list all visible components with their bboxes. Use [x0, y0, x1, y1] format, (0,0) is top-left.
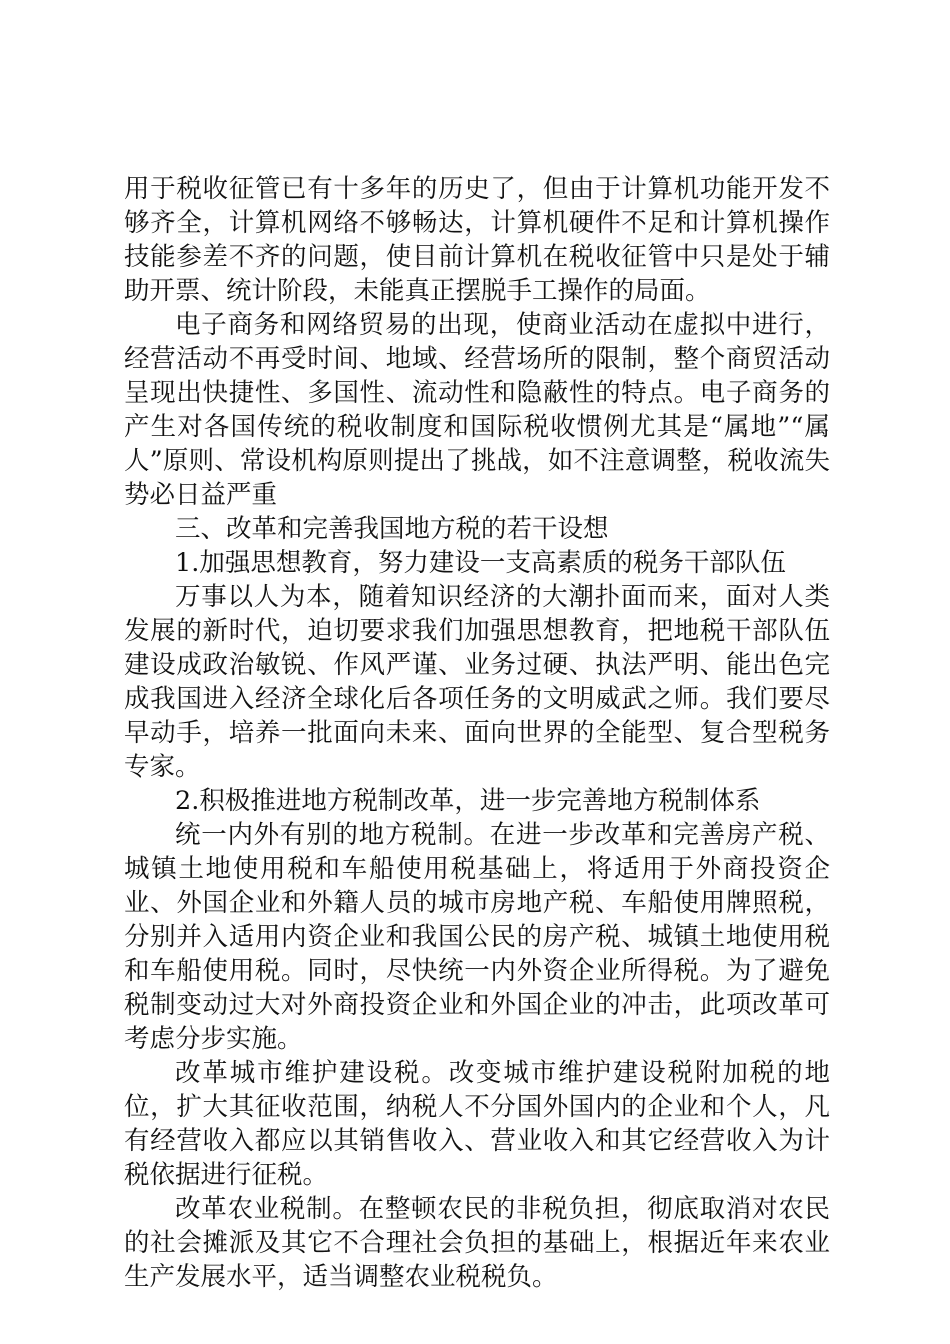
paragraph-unify-tax: 统一内外有别的地方税制。在进一步改革和完善房产税、城镇土地使用税和车船使用税基础上，将适用于外商投资企业、外国企业和外籍人员的城市房地产税、车船使用牌照税，分别并入适用内资企业和我国公民的房产税、城镇土地使用税和车船使用税。同时，尽快统一内外资企业所得税。为了避免税制变动过大对外商投资企业和外国企业的冲击，此项改革可考虑分步实施。 [124, 820, 830, 1054]
subheading-1: 1.加强思想教育，努力建设一支高素质的税务干部队伍 [175, 548, 786, 578]
paragraph-agri-tax: 改革农业税制。在整顿农民的非税负担，彻底取消对农民的社会摊派及其它不合理社会负担的基础上，根据近年来农业生产发展水平，适当调整农业税税负。 [124, 1194, 830, 1292]
subheading-2: 2.积极推进地方税制改革，进一步完善地方税制体系 [175, 786, 761, 816]
section-heading-3: 三、改革和完善我国地方税的若干设想 [175, 514, 609, 544]
paragraph-ecommerce: 电子商务和网络贸易的出现，使商业活动在虚拟中进行，经营活动不再受时间、地域、经营场所的限制，整个商贸活动呈现出快捷性、多国性、流动性和隐蔽性的特点。电子商务的产生对各国传统的税收制度和国际税收惯例尤其是“属地”“属人”原则、常设机构原则提出了挑战，如不注意调整，税收流失势必日益严重 [124, 310, 830, 510]
paragraph-urban-tax: 改革城市维护建设税。改变城市维护建设税附加税的地位，扩大其征收范围，纳税人不分国外国内的企业和个人，凡有经营收入都应以其销售收入、营业收入和其它经营收入为计税依据进行征税。 [124, 1058, 830, 1190]
paragraph-continuation: 用于税收征管已有十多年的历史了，但由于计算机功能开发不够齐全，计算机网络不够畅达，计算机硬件不足和计算机操作技能参差不齐的问题，使目前计算机在税收征管中只是处于辅助开票、统计阶段，未能真正摆脱手工操作的局面。 [124, 174, 830, 306]
document-body [124, 172, 830, 1294]
paragraph-education: 万事以人为本，随着知识经济的大潮扑面而来，面对人类发展的新时代，迫切要求我们加强思想教育，把地税干部队伍建设成政治敏锐、作风严谨、业务过硬、执法严明、能出色完成我国进入经济全球化后各项任务的文明威武之师。我们要尽早动手，培养一批面向未来、面向世界的全能型、复合型税务专家。 [124, 582, 830, 782]
